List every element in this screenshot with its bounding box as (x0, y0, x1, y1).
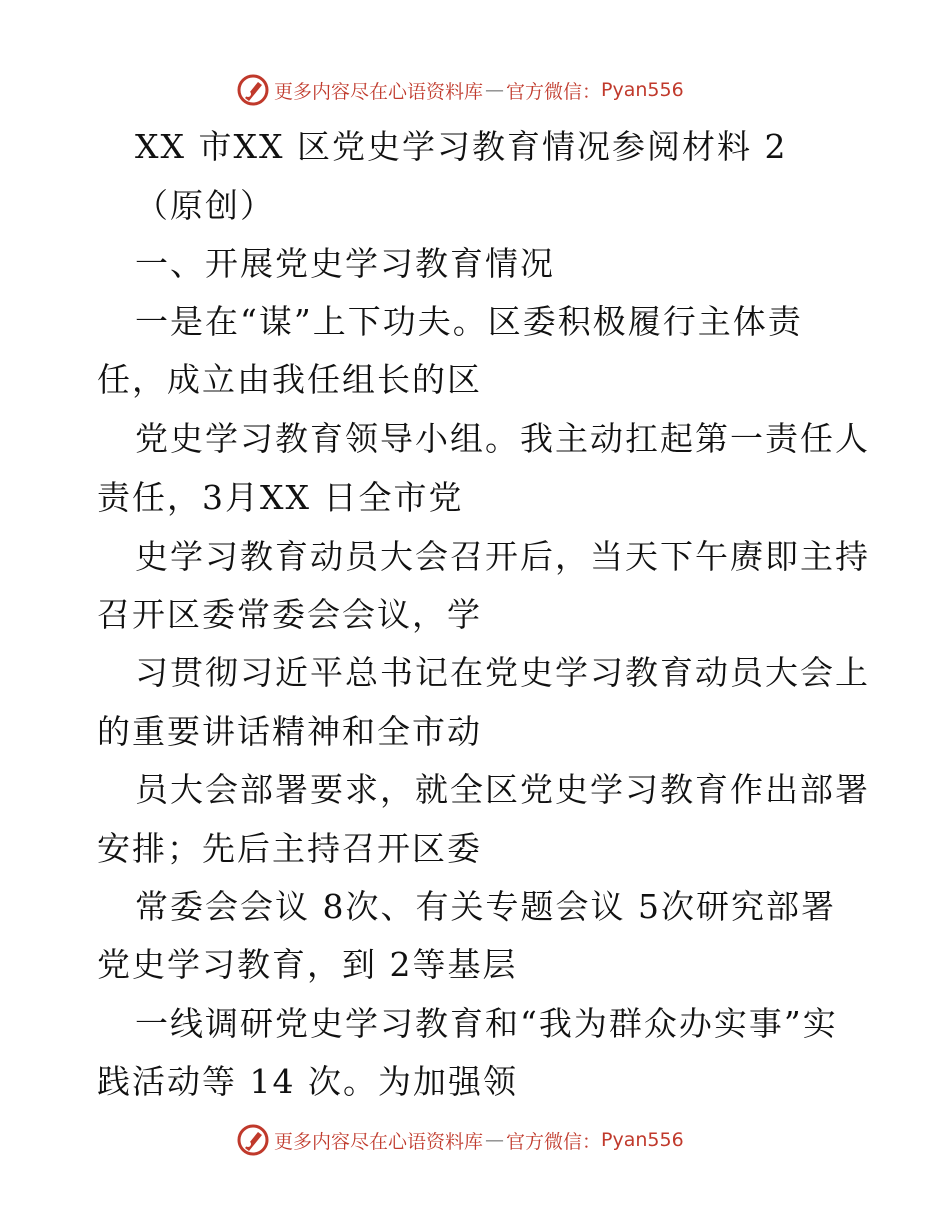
pen-seal-icon (236, 73, 270, 107)
watermark-dash: — (485, 1129, 505, 1151)
body-line: 责任，3月XX 日全市党 (97, 478, 464, 517)
body-line: 员大会部署要求，就全区党史学习教育作出部署 (135, 770, 870, 809)
body-line: 召开区委常委会会议，学 (97, 595, 482, 634)
section-heading: 一、开展党史学习教育情况 (135, 244, 555, 283)
document-title: XX 市XX 区党史学习教育情况参阅材料 2 (135, 127, 788, 166)
body-line: 践活动等 14 次。为加强领 (97, 1062, 518, 1101)
watermark-dash: — (485, 79, 505, 101)
watermark-text: 更多内容尽在心语资料库 (274, 80, 484, 103)
body-line: 任，成立由我任组长的区 (97, 360, 482, 399)
watermark-header (236, 72, 684, 108)
watermark-id: Pyan556 (601, 1129, 684, 1151)
body-line: 安排；先后主持召开区委 (97, 829, 482, 868)
body-line: 一是在“谋”上下功夫。区委积极履行主体责 (135, 302, 803, 341)
watermark-channel: 官方微信： (506, 1130, 602, 1153)
body-line: 的重要讲话精神和全市动 (97, 712, 482, 751)
body-line: 党史学习教育，到 2等基层 (97, 945, 518, 984)
watermark-id: Pyan556 (601, 79, 684, 101)
body-line: 史学习教育动员大会召开后，当天下午赓即主持 (135, 537, 870, 576)
watermark-text: 更多内容尽在心语资料库 (274, 1130, 484, 1153)
watermark-channel: 官方微信： (506, 80, 602, 103)
pen-seal-icon (236, 1123, 270, 1157)
watermark-footer (236, 1122, 684, 1158)
body-line: 习贯彻习近平总书记在党史学习教育动员大会上 (135, 653, 870, 692)
body-line: 一线调研党史学习教育和“我为群众办实事”实 (135, 1004, 838, 1043)
body-line: 常委会会议 8次、有关专题会议 5次研究部署 (135, 887, 836, 926)
document-subtitle: （原创） (135, 186, 275, 225)
body-line: 党史学习教育领导小组。我主动扛起第一责任人 (135, 419, 870, 458)
